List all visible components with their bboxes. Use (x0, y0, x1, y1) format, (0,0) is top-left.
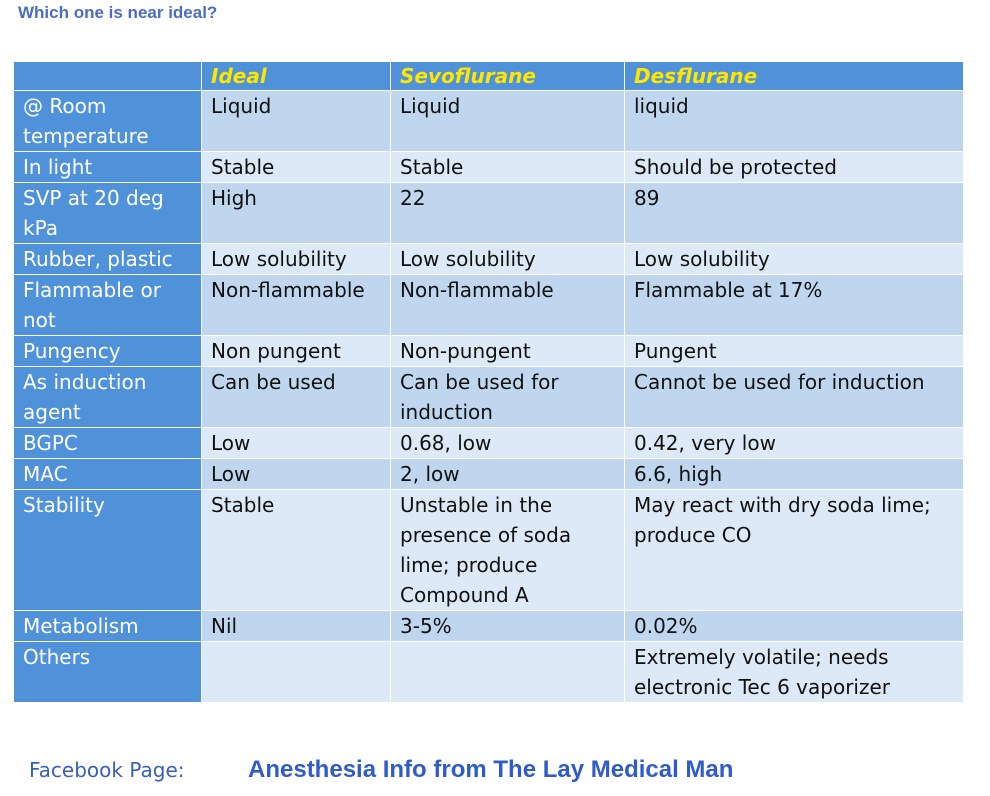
cell-sevoflurane: Liquid (391, 91, 625, 152)
row-label: In light (14, 152, 202, 183)
cell-ideal: Low (202, 428, 391, 459)
cell-ideal: Non pungent (202, 336, 391, 367)
table-row (14, 367, 964, 428)
comparison-table (13, 61, 964, 703)
table-row (14, 152, 964, 183)
cell-desflurane: Extremely volatile; needs electronic Tec 6 vaporizer (625, 642, 964, 703)
row-label: SVP at 20 deg kPa (14, 183, 202, 244)
table-row (14, 336, 964, 367)
row-label: BGPC (14, 428, 202, 459)
facebook-page-label: Facebook Page: (29, 758, 185, 782)
facebook-page-link[interactable]: Anesthesia Info from The Lay Medical Man (248, 756, 734, 783)
cell-ideal: High (202, 183, 391, 244)
cell-sevoflurane: Stable (391, 152, 625, 183)
cell-sevoflurane: 3-5% (391, 611, 625, 642)
cell-ideal: Can be used (202, 367, 391, 428)
cell-sevoflurane: Low solubility (391, 244, 625, 275)
cell-desflurane: Should be protected (625, 152, 964, 183)
table-row (14, 244, 964, 275)
table-row (14, 183, 964, 244)
cell-sevoflurane: 0.68, low (391, 428, 625, 459)
cell-sevoflurane: 2, low (391, 459, 625, 490)
header-cell-ideal: Ideal (202, 62, 391, 91)
table-row (14, 490, 964, 611)
cell-desflurane: Flammable at 17% (625, 275, 964, 336)
cell-desflurane: 0.42, very low (625, 428, 964, 459)
page-title: Which one is near ideal? (18, 3, 218, 22)
table-row (14, 428, 964, 459)
cell-sevoflurane: Non-pungent (391, 336, 625, 367)
row-label: Rubber, plastic (14, 244, 202, 275)
cell-desflurane: 89 (625, 183, 964, 244)
row-label: Stability (14, 490, 202, 611)
table-row (14, 459, 964, 490)
row-label: As induction agent (14, 367, 202, 428)
table-row (14, 642, 964, 703)
header-cell-sevoflurane: Sevoflurane (391, 62, 625, 91)
row-label: Flammable or not (14, 275, 202, 336)
cell-desflurane: Cannot be used for induction (625, 367, 964, 428)
cell-sevoflurane: Unstable in the presence of soda lime; produce Compound A (391, 490, 625, 611)
cell-sevoflurane (391, 642, 625, 703)
row-label: Others (14, 642, 202, 703)
cell-desflurane: liquid (625, 91, 964, 152)
table-row (14, 91, 964, 152)
cell-sevoflurane: Can be used for induction (391, 367, 625, 428)
cell-ideal: Stable (202, 152, 391, 183)
row-label: Pungency (14, 336, 202, 367)
cell-ideal (202, 642, 391, 703)
cell-desflurane: 0.02% (625, 611, 964, 642)
table-row (14, 275, 964, 336)
cell-ideal: Stable (202, 490, 391, 611)
cell-ideal: Low (202, 459, 391, 490)
cell-ideal: Nil (202, 611, 391, 642)
row-label: MAC (14, 459, 202, 490)
cell-sevoflurane: 22 (391, 183, 625, 244)
cell-desflurane: May react with dry soda lime; produce CO (625, 490, 964, 611)
table-header-row (14, 62, 964, 91)
cell-desflurane: Pungent (625, 336, 964, 367)
cell-desflurane: Low solubility (625, 244, 964, 275)
row-label: @ Room temperature (14, 91, 202, 152)
header-cell-desflurane: Desflurane (625, 62, 964, 91)
row-label: Metabolism (14, 611, 202, 642)
cell-ideal: Liquid (202, 91, 391, 152)
header-cell-blank (14, 62, 202, 91)
cell-ideal: Non-flammable (202, 275, 391, 336)
cell-ideal: Low solubility (202, 244, 391, 275)
table-row (14, 611, 964, 642)
cell-desflurane: 6.6, high (625, 459, 964, 490)
cell-sevoflurane: Non-flammable (391, 275, 625, 336)
